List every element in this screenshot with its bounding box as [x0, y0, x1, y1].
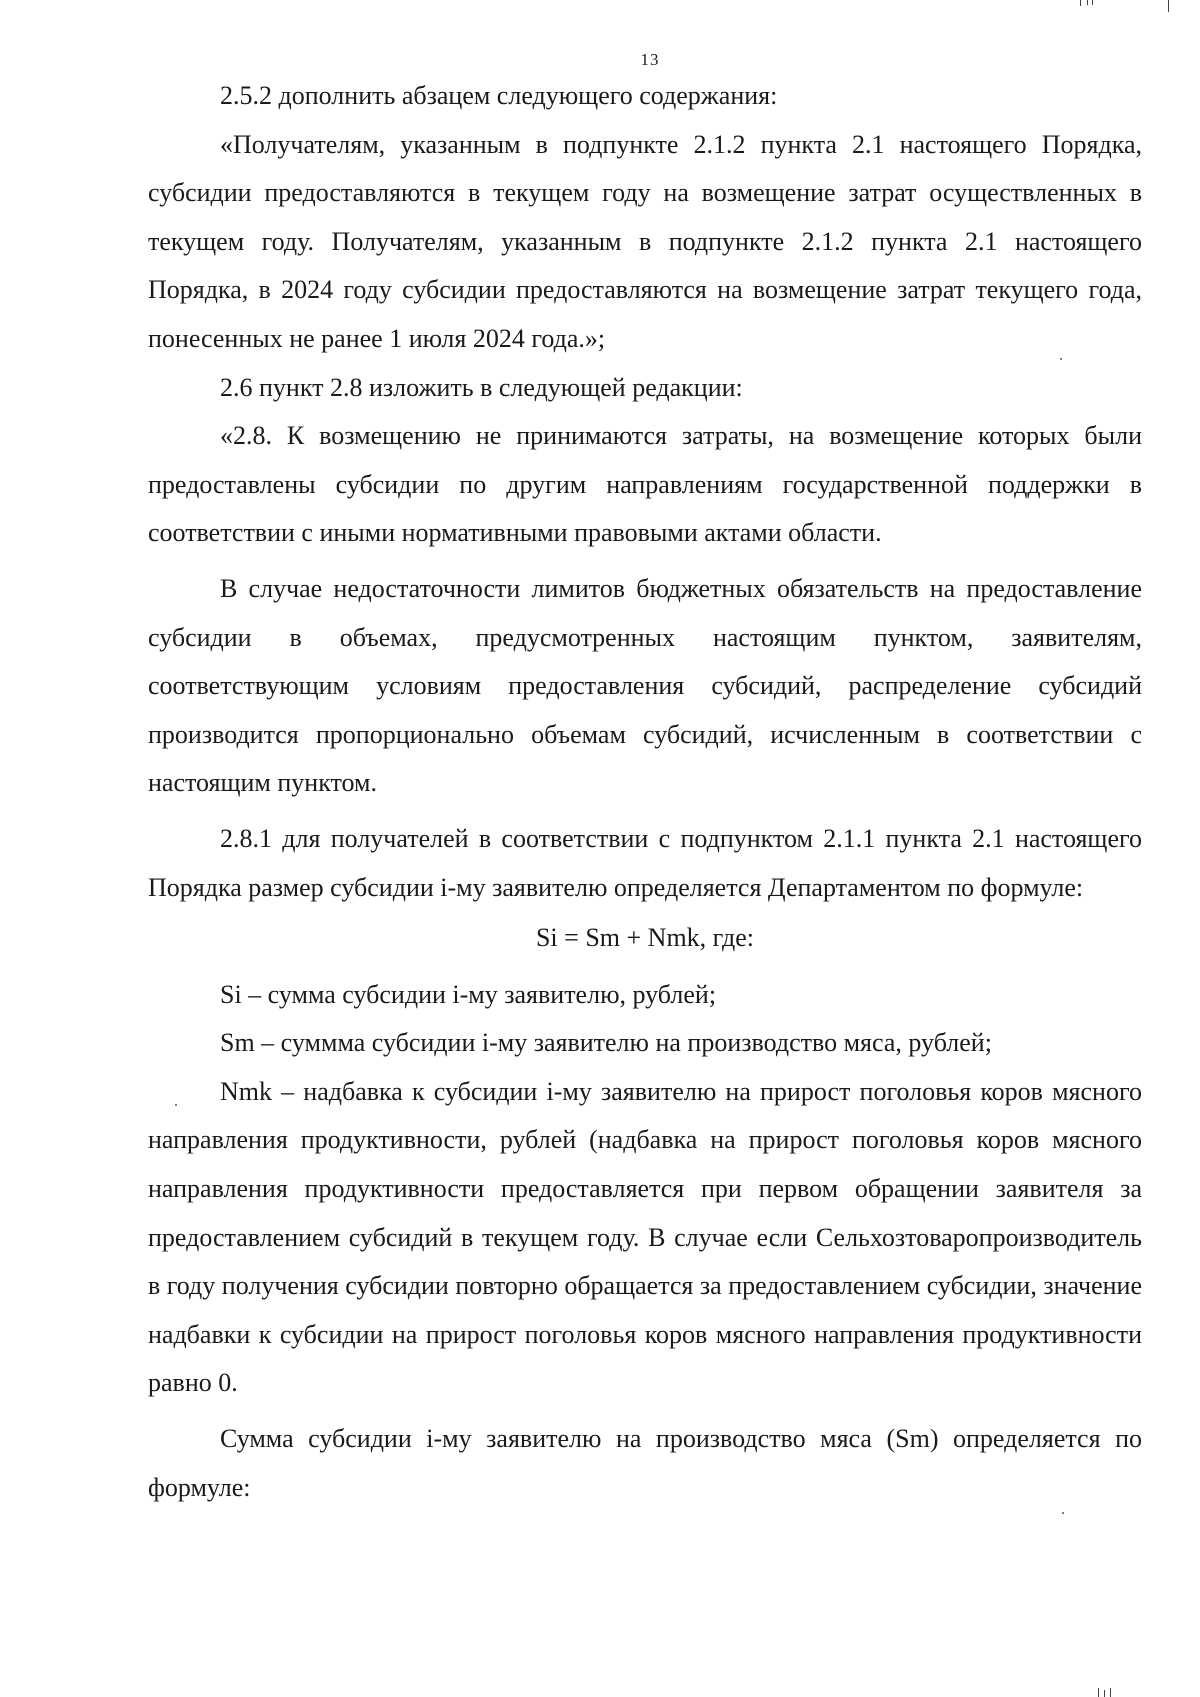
formula-si: Si = Sm + Nmk, где: — [535, 923, 755, 953]
scan-speck — [175, 1104, 177, 1106]
paragraph-2-8-quote: «2.8. К возмещению не принимаются затраты, на возмещение которых были предоставлены субсидии по другим направлениям государственной поддержки в соответствии с иными нормативными правовыми актами области. — [148, 421, 1142, 548]
paragraph-insufficient-limits: В случае недостаточности лимитов бюджетных обязательств на предоставление субсидии в объемах, предусмотренных настоящим пунктом, заявителям, соответствующим условиям предоставления субсидий, распределение субсидий производится пропорционально объемам субсидий, исчисленным в соответствии с настоящим пунктом. — [148, 573, 1142, 798]
scan-speck — [1060, 358, 1062, 360]
scan-mark-top-right — [1168, 0, 1169, 12]
document-body — [148, 72, 1142, 1512]
scan-mark-top-right — [1080, 0, 1081, 6]
definition-nmk: Nmk – надбавка к субсидии і-му заявителю на прирост поголовья коров мясного направления продуктивности, рублей (надбавка на прирост поголовья коров мясного направления продуктивности предоставляется при первом обращении заявителя за предоставлением субсидий в текущем году. В случае если Сельхозтоваропроизводитель в году получения субсидии повторно обращается за предоставлением субсидии, значение надбавки к субсидии на прирост поголовья коров мясного направления продуктивности равно 0. — [148, 1076, 1142, 1398]
paragraph-recipients-quote: «Получателям, указанным в подпункте 2.1.2 пункта 2.1 настоящего Порядка, субсидии предоставляются в текущем году на возмещение затрат осуществленных в текущем году. Получателям, указанным в подпункте 2.1.2 пункта 2.1 настоящего Порядка, в 2024 году субсидии предоставляются на возмещение затрат текущего года, понесенных не ранее 1 июля 2024 года.»; — [148, 129, 1142, 353]
paragraph-2-8-1: 2.8.1 для получателей в соответствии с подпунктом 2.1.1 пункта 2.1 настоящего Порядка размер субсидии і-му заявителю определяется Департаментом по формуле: — [148, 823, 1142, 902]
paragraph-2-6: 2.6 пункт 2.8 изложить в следующей редакции: — [220, 372, 743, 402]
scan-mark-bottom-right — [1110, 1688, 1111, 1697]
paragraph-sm-formula-intro: Сумма субсидии і-му заявителю на производство мяса (Sm) определяется по формуле: — [148, 1424, 1142, 1502]
scan-speck — [1062, 1512, 1064, 1514]
scan-mark-bottom-right — [1104, 1690, 1105, 1697]
scan-mark-top-right — [1087, 0, 1088, 5]
page-number: 13 — [640, 50, 660, 69]
scan-mark-bottom-right — [1098, 1688, 1099, 1697]
paragraph-2-5-2: 2.5.2 дополнить абзацем следующего содержания: — [220, 81, 778, 110]
scan-mark-top-right — [1092, 0, 1093, 5]
definition-sm: Sm – суммма субсидии і-му заявителю на производство мяса, рублей; — [220, 1028, 992, 1058]
definition-si: Si – сумма субсидии і-му заявителю, рублей; — [220, 979, 717, 1009]
